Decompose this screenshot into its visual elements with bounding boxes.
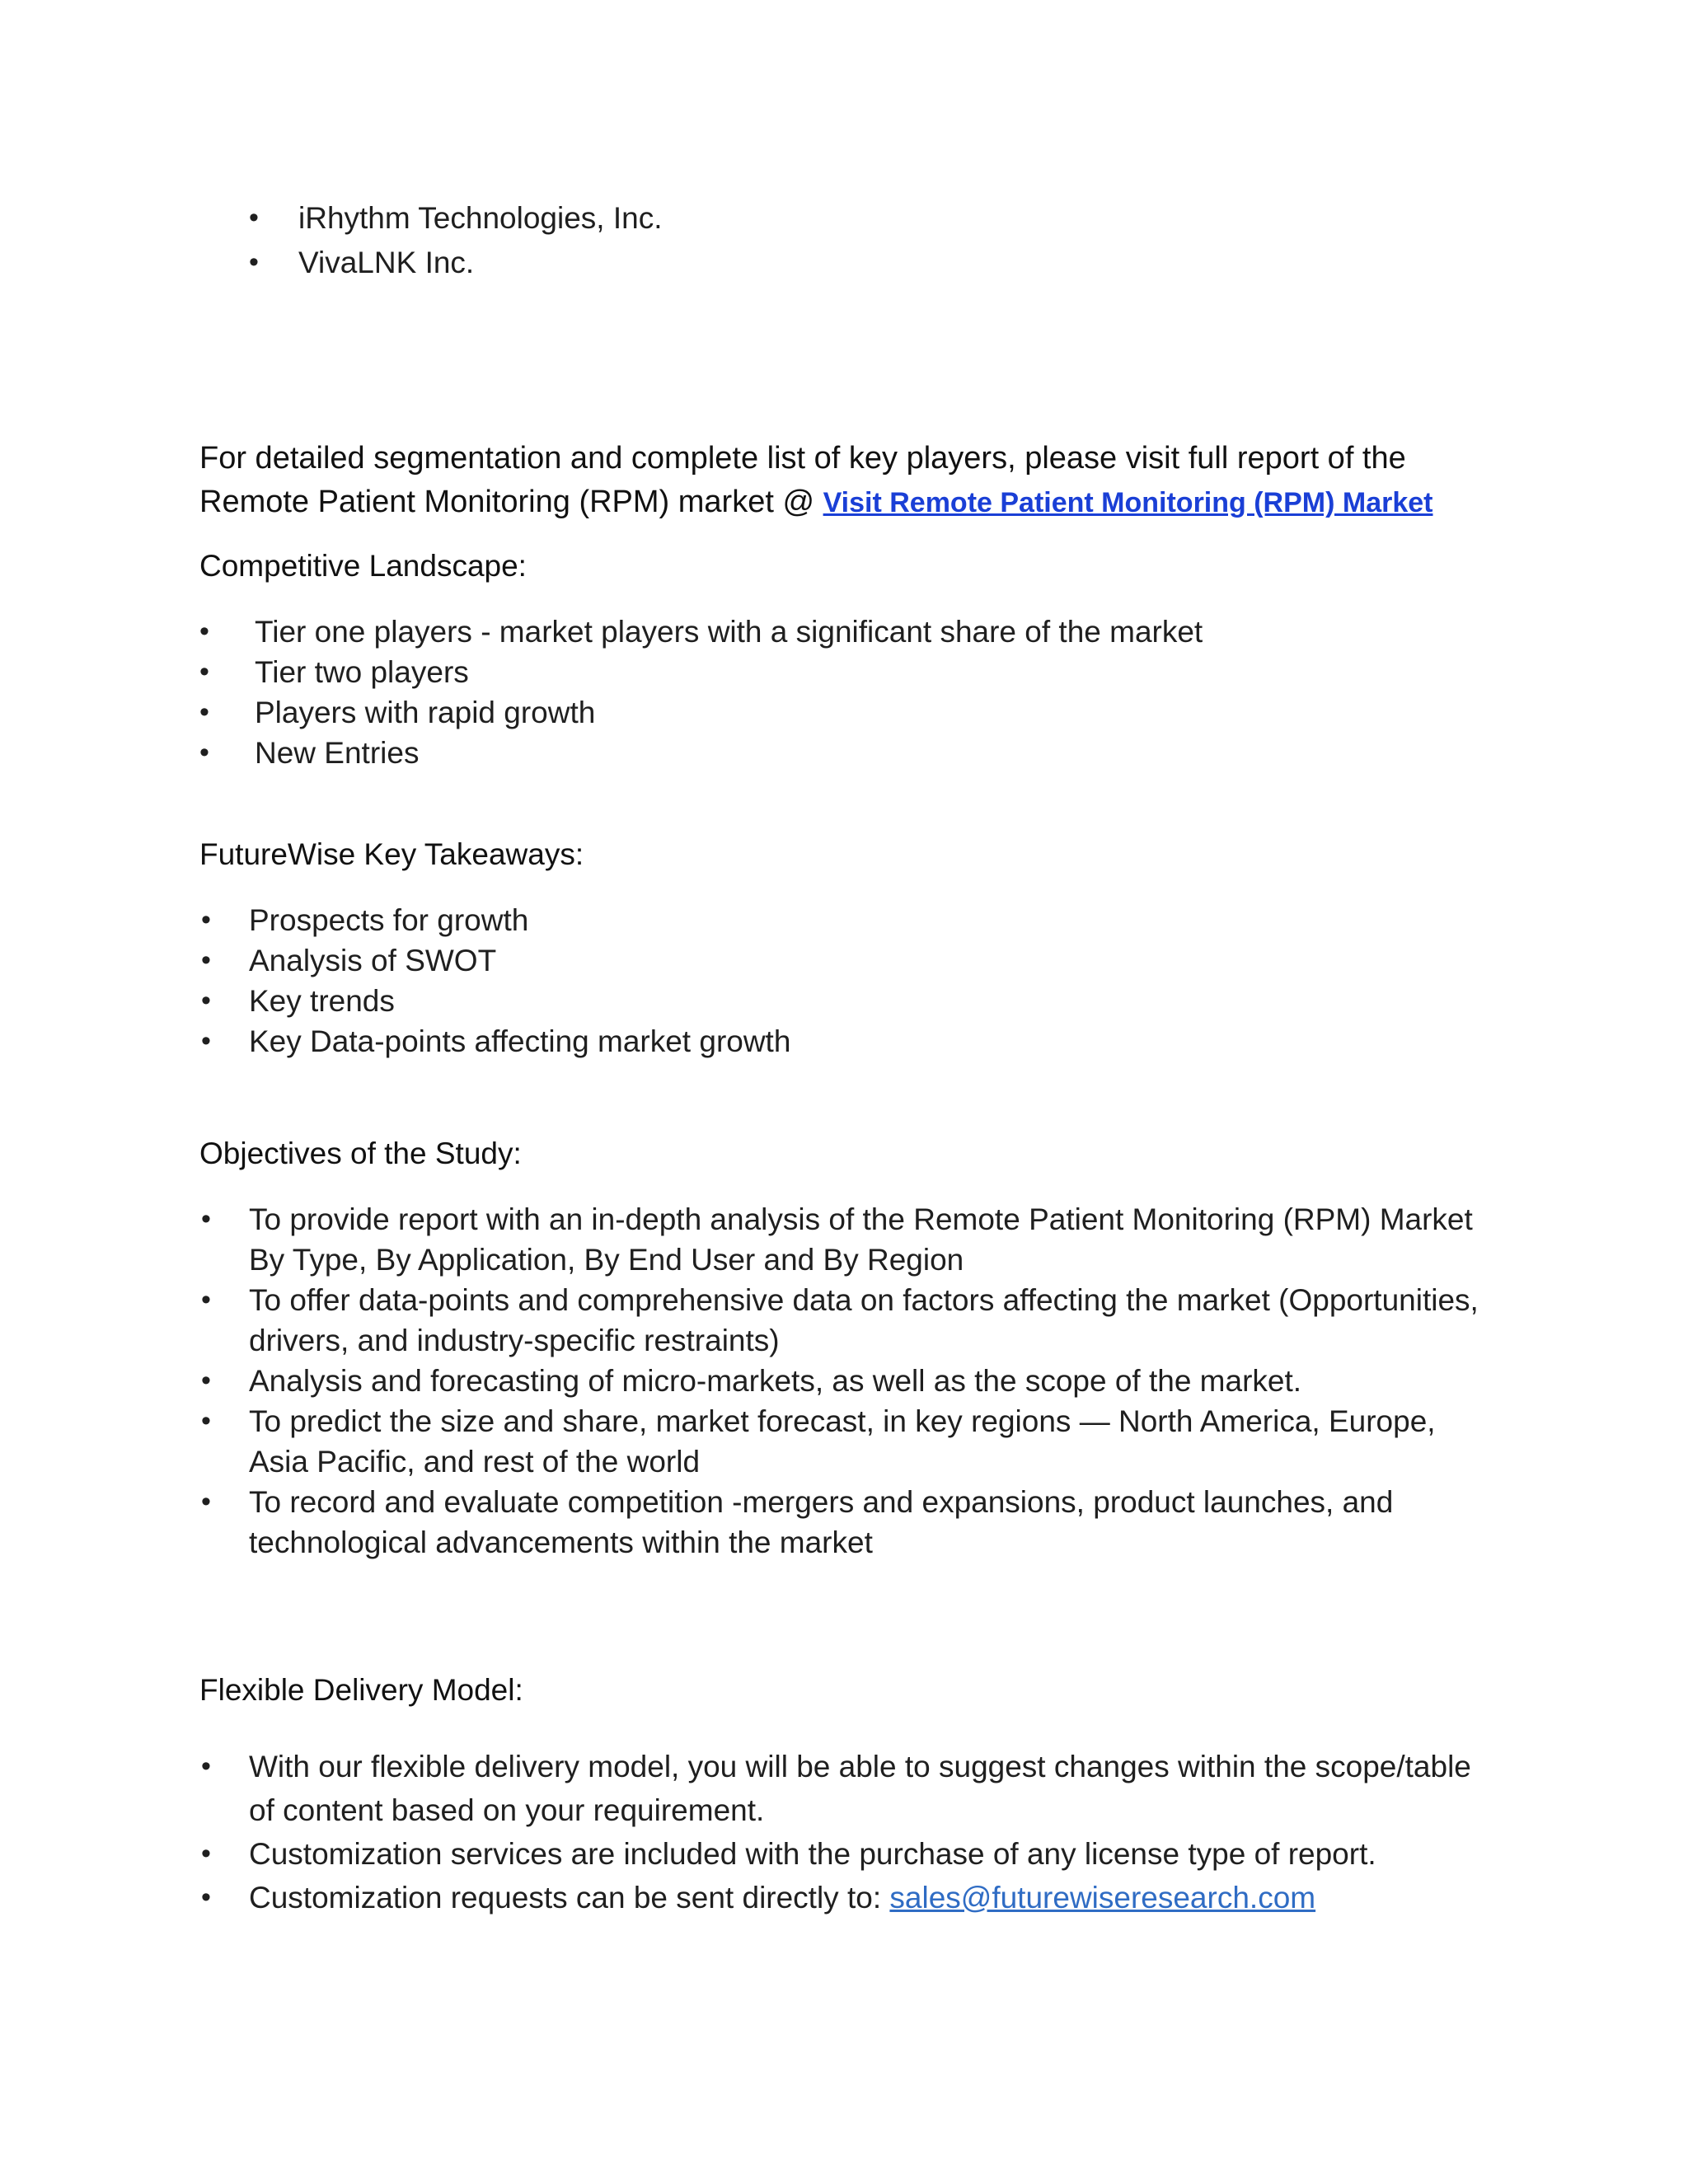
bullet-icon: • — [201, 1405, 211, 1436]
list-item: • Key Data-points affecting market growth — [0, 1021, 1688, 1062]
competitive-list — [0, 612, 1688, 773]
list-item: • Analysis and forecasting of micro-markets, as well as the scope of the market. — [0, 1361, 1688, 1401]
email-link[interactable]: sales@futurewiseresearch.com — [889, 1881, 1316, 1915]
list-item: • VivaLNK Inc. — [0, 242, 1688, 283]
bullet-icon: • — [249, 202, 259, 233]
list-item: • To provide report with an in-depth analysis of the Remote Patient Monitoring (RPM) Market By Type, By Application, By End User and By Region — [0, 1199, 1688, 1280]
takeaways-list — [0, 900, 1688, 1062]
objectives-list — [0, 1199, 1688, 1563]
bullet-icon: • — [201, 1365, 211, 1396]
bullet-icon: • — [199, 696, 209, 728]
bullet-icon: • — [199, 656, 209, 687]
list-item: • Customization requests can be sent directly to: sales@futurewiseresearch.com — [0, 1876, 1688, 1919]
bullet-icon: • — [199, 737, 209, 768]
bullet-icon: • — [201, 944, 211, 976]
top-list-section — [0, 198, 1688, 283]
delivery-list — [0, 1745, 1688, 1919]
bullet-icon: • — [201, 1882, 211, 1913]
competitive-heading: Competitive Landscape: — [199, 549, 527, 583]
list-item: • To predict the size and share, market forecast, in key regions — North America, Europe, Asia Pacific, and rest of the world — [0, 1401, 1688, 1482]
bullet-icon: • — [201, 985, 211, 1016]
delivery-heading: Flexible Delivery Model: — [199, 1673, 523, 1707]
bullet-icon: • — [201, 1025, 211, 1057]
intro-paragraph — [199, 437, 1485, 525]
company-list — [0, 198, 1688, 283]
list-item: • Tier two players — [0, 652, 1688, 692]
delivery-section — [0, 1745, 1688, 1919]
list-item: • Players with rapid growth — [0, 692, 1688, 733]
bullet-icon: • — [249, 246, 259, 278]
list-item: • iRhythm Technologies, Inc. — [0, 198, 1688, 238]
bullet-icon: • — [201, 1203, 211, 1235]
bullet-icon: • — [201, 1838, 211, 1869]
list-item: • To record and evaluate competition -mergers and expansions, product launches, and technological advancements within the market — [0, 1482, 1688, 1563]
list-item: • Analysis of SWOT — [0, 940, 1688, 981]
list-item: • Tier one players - market players with a significant share of the market — [0, 612, 1688, 652]
list-item: • Key trends — [0, 981, 1688, 1021]
bullet-icon: • — [201, 904, 211, 935]
competitive-section — [0, 612, 1688, 773]
list-item: • New Entries — [0, 733, 1688, 773]
bullet-icon: • — [199, 616, 209, 647]
takeaways-heading: FutureWise Key Takeaways: — [199, 837, 584, 871]
objectives-section — [0, 1199, 1688, 1563]
list-item: • Customization services are included with the purchase of any license type of report. — [0, 1832, 1688, 1876]
bullet-icon: • — [201, 1750, 211, 1782]
list-item: • With our flexible delivery model, you will be able to suggest changes within the scope/table of content based on your requirement. — [0, 1745, 1688, 1832]
list-item: • Prospects for growth — [0, 900, 1688, 940]
list-item: • To offer data-points and comprehensive data on factors affecting the market (Opportunities, drivers, and industry-specific restraints) — [0, 1280, 1688, 1361]
objectives-heading: Objectives of the Study: — [199, 1137, 522, 1170]
takeaways-section — [0, 900, 1688, 1062]
report-link[interactable]: Visit Remote Patient Monitoring (RPM) Market — [823, 487, 1433, 518]
bullet-icon: • — [201, 1284, 211, 1315]
intro-text: For detailed segmentation and complete list of key players, please visit full report of the Remote Patient Monitoring (RPM) market @ — [199, 441, 1406, 519]
bullet-icon: • — [201, 1486, 211, 1517]
